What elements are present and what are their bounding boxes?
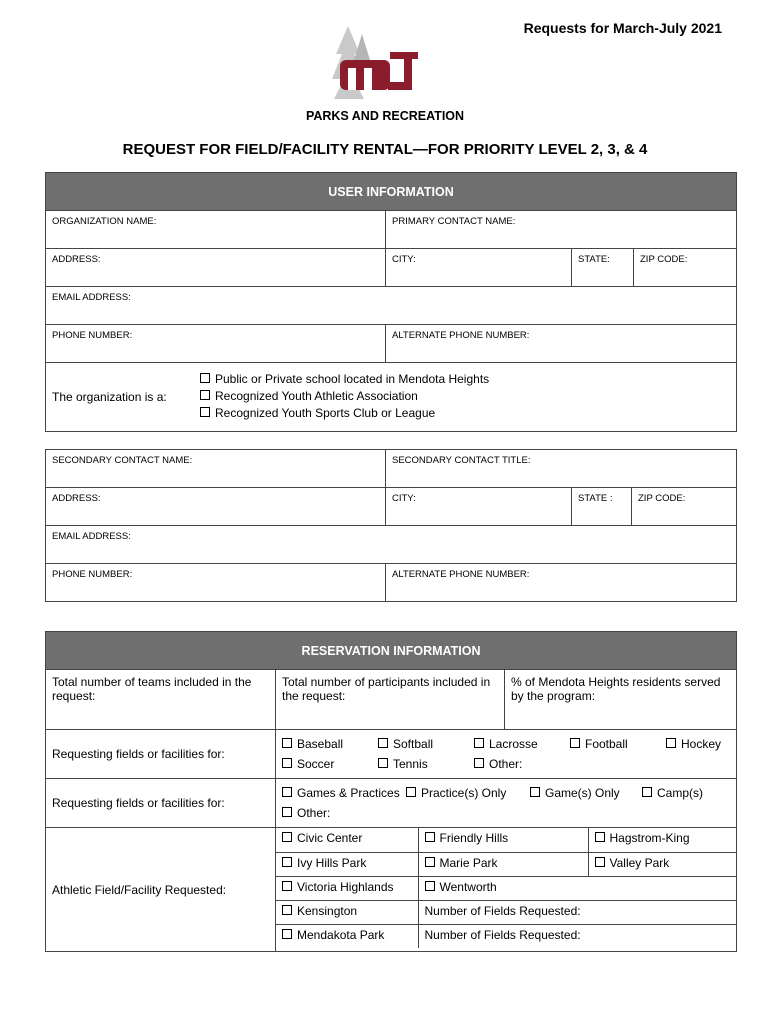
email-label: EMAIL ADDRESS: bbox=[52, 292, 131, 303]
secondary-address-field[interactable] bbox=[46, 488, 386, 526]
secondary-city-field[interactable] bbox=[386, 488, 572, 526]
purpose-option-games-practices[interactable]: Games & Practices bbox=[282, 786, 406, 800]
facility-mendakota-park[interactable]: Mendakota Park bbox=[276, 924, 418, 948]
secondary-contact-name-field[interactable] bbox=[46, 450, 386, 488]
checkbox-icon[interactable] bbox=[282, 881, 292, 891]
phone-field[interactable] bbox=[46, 325, 386, 363]
reservation-table bbox=[45, 631, 737, 952]
checkbox-icon[interactable] bbox=[282, 787, 292, 797]
user-info-heading: USER INFORMATION bbox=[46, 173, 737, 211]
checkbox-icon[interactable] bbox=[595, 832, 605, 842]
facility-label: Athletic Field/Facility Requested: bbox=[46, 828, 276, 952]
purpose-option-game-only[interactable]: Game(s) Only bbox=[530, 786, 642, 800]
secondary-contact-title-label: SECONDARY CONTACT TITLE: bbox=[392, 455, 531, 466]
org-option-athletic-association[interactable]: Recognized Youth Athletic Association bbox=[200, 388, 489, 405]
zip-label: ZIP CODE: bbox=[640, 254, 688, 265]
facility-hagstrom-king[interactable]: Hagstrom-King bbox=[588, 828, 736, 852]
kensington-fields-count-field[interactable] bbox=[418, 900, 736, 924]
secondary-email-field[interactable] bbox=[46, 526, 737, 564]
org-option-sports-club[interactable]: Recognized Youth Sports Club or League bbox=[200, 405, 489, 422]
mendakota-fields-count-field[interactable] bbox=[418, 924, 736, 948]
secondary-zip-label: ZIP CODE: bbox=[638, 493, 686, 504]
reservation-heading: RESERVATION INFORMATION bbox=[46, 632, 737, 670]
city-logo bbox=[330, 24, 430, 102]
checkbox-icon[interactable] bbox=[666, 738, 676, 748]
checkbox-icon[interactable] bbox=[425, 881, 435, 891]
checkbox-icon[interactable] bbox=[530, 787, 540, 797]
department-name: PARKS AND RECREATION bbox=[305, 109, 465, 123]
checkbox-icon[interactable] bbox=[282, 929, 292, 939]
facility-friendly-hills[interactable]: Friendly Hills bbox=[418, 828, 588, 852]
city-label: CITY: bbox=[392, 254, 416, 265]
state-field[interactable] bbox=[572, 249, 634, 287]
org-option-school[interactable]: Public or Private school located in Mendota Heights bbox=[200, 371, 489, 388]
checkbox-icon[interactable] bbox=[200, 373, 210, 383]
checkbox-icon[interactable] bbox=[425, 857, 435, 867]
checkbox-icon[interactable] bbox=[282, 857, 292, 867]
address-label: ADDRESS: bbox=[52, 254, 101, 265]
num-fields-label: Number of Fields Requested: bbox=[424, 903, 581, 918]
primary-contact-field[interactable] bbox=[386, 211, 737, 249]
checkbox-icon[interactable] bbox=[406, 787, 416, 797]
org-name-label: ORGANIZATION NAME: bbox=[52, 216, 157, 227]
participants-count-label: Total number of participants included in the request: bbox=[282, 675, 491, 703]
secondary-alt-phone-field[interactable] bbox=[386, 564, 737, 602]
residents-percent-field[interactable] bbox=[505, 670, 737, 730]
teams-count-label: Total number of teams included in the request: bbox=[52, 675, 252, 703]
purpose-label: Requesting fields or facilities for: bbox=[46, 779, 276, 828]
secondary-contact-title-field[interactable] bbox=[386, 450, 737, 488]
checkbox-icon[interactable] bbox=[282, 905, 292, 915]
facility-marie-park[interactable]: Marie Park bbox=[418, 852, 588, 876]
purpose-option-practice-only[interactable]: Practice(s) Only bbox=[406, 786, 530, 800]
facility-valley-park[interactable]: Valley Park bbox=[588, 852, 736, 876]
sport-option-softball[interactable]: Softball bbox=[378, 737, 474, 751]
alt-phone-field[interactable] bbox=[386, 325, 737, 363]
facility-kensington[interactable]: Kensington bbox=[276, 900, 418, 924]
residents-percent-label: % of Mendota Heights residents served by the program: bbox=[511, 675, 721, 703]
sport-option-tennis[interactable]: Tennis bbox=[378, 757, 474, 771]
facility-ivy-hills-park[interactable]: Ivy Hills Park bbox=[276, 852, 418, 876]
purpose-option-camps[interactable]: Camp(s) bbox=[642, 786, 703, 800]
sport-option-baseball[interactable]: Baseball bbox=[282, 737, 378, 751]
secondary-contact-name-label: SECONDARY CONTACT NAME: bbox=[52, 455, 193, 466]
facility-wentworth[interactable]: Wentworth bbox=[418, 876, 736, 900]
org-type-label: The organization is a: bbox=[52, 389, 167, 404]
secondary-email-label: EMAIL ADDRESS: bbox=[52, 531, 131, 542]
checkbox-icon[interactable] bbox=[425, 832, 435, 842]
checkbox-icon[interactable] bbox=[282, 832, 292, 842]
secondary-zip-field[interactable] bbox=[632, 488, 737, 526]
checkbox-icon[interactable] bbox=[642, 787, 652, 797]
checkbox-icon[interactable] bbox=[200, 407, 210, 417]
email-field[interactable] bbox=[46, 287, 737, 325]
facility-victoria-highlands[interactable]: Victoria Highlands bbox=[276, 876, 418, 900]
date-range: Requests for March-July 2021 bbox=[523, 20, 722, 36]
secondary-phone-field[interactable] bbox=[46, 564, 386, 602]
city-field[interactable] bbox=[386, 249, 572, 287]
secondary-phone-label: PHONE NUMBER: bbox=[52, 569, 133, 580]
secondary-address-label: ADDRESS: bbox=[52, 493, 101, 504]
checkbox-icon[interactable] bbox=[595, 857, 605, 867]
checkbox-icon[interactable] bbox=[570, 738, 580, 748]
sports-label: Requesting fields or facilities for: bbox=[46, 730, 276, 779]
checkbox-icon[interactable] bbox=[200, 390, 210, 400]
checkbox-icon[interactable] bbox=[282, 738, 292, 748]
secondary-state-field[interactable] bbox=[572, 488, 632, 526]
phone-label: PHONE NUMBER: bbox=[52, 330, 133, 341]
address-field[interactable] bbox=[46, 249, 386, 287]
checkbox-icon[interactable] bbox=[474, 758, 484, 768]
sport-option-football[interactable]: Football bbox=[570, 737, 666, 751]
checkbox-icon[interactable] bbox=[474, 738, 484, 748]
sport-option-soccer[interactable]: Soccer bbox=[282, 757, 378, 771]
checkbox-icon[interactable] bbox=[378, 758, 388, 768]
checkbox-icon[interactable] bbox=[282, 758, 292, 768]
zip-field[interactable] bbox=[634, 249, 737, 287]
secondary-city-label: CITY: bbox=[392, 493, 416, 504]
num-fields-label: Number of Fields Requested: bbox=[424, 927, 581, 942]
state-label: STATE: bbox=[578, 254, 610, 265]
checkbox-icon[interactable] bbox=[378, 738, 388, 748]
purpose-option-other[interactable]: Other: bbox=[282, 806, 330, 820]
teams-count-field[interactable] bbox=[46, 670, 276, 730]
secondary-alt-phone-label: ALTERNATE PHONE NUMBER: bbox=[392, 569, 530, 580]
alt-phone-label: ALTERNATE PHONE NUMBER: bbox=[392, 330, 530, 341]
user-info-table bbox=[45, 172, 737, 432]
form-title: REQUEST FOR FIELD/FACILITY RENTAL—FOR PRIORITY LEVEL 2, 3, & 4 bbox=[122, 141, 648, 158]
primary-contact-label: PRIMARY CONTACT NAME: bbox=[392, 216, 516, 227]
sport-option-lacrosse[interactable]: Lacrosse bbox=[474, 737, 570, 751]
org-name-field[interactable] bbox=[46, 211, 386, 249]
secondary-contact-table bbox=[45, 449, 737, 602]
checkbox-icon[interactable] bbox=[282, 807, 292, 817]
sport-option-hockey[interactable]: Hockey bbox=[666, 737, 721, 751]
secondary-state-label: STATE : bbox=[578, 493, 613, 504]
participants-count-field[interactable] bbox=[276, 670, 505, 730]
sport-option-other[interactable]: Other: bbox=[474, 757, 522, 771]
facility-civic-center[interactable]: Civic Center bbox=[276, 828, 418, 852]
